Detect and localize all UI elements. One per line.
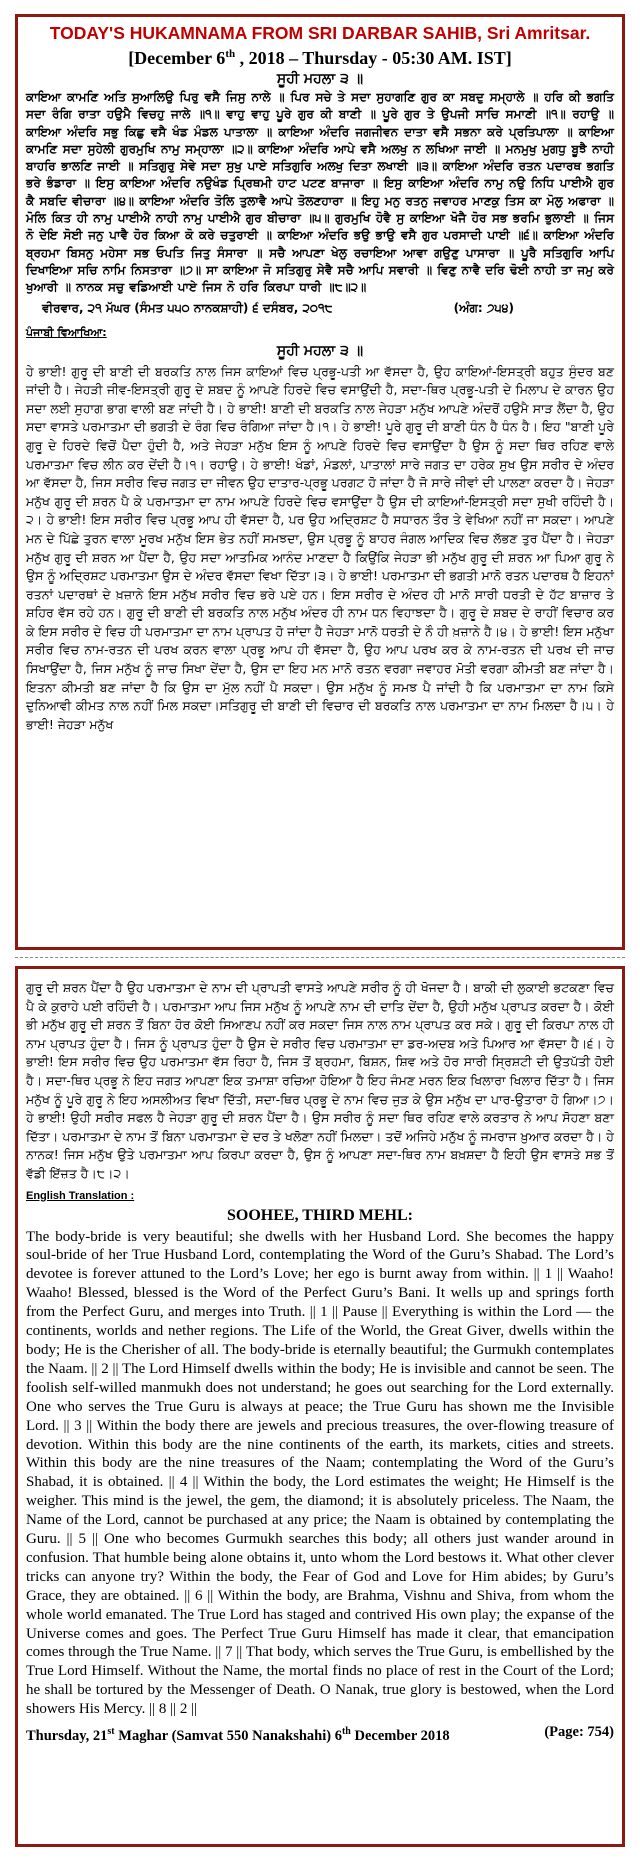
date-line — [26, 43, 614, 69]
english-text: The body-bride is very beautiful; she dwells with her Husband Lord. She becomes the happy soul-bride of her True Husband Lord, contemplating the Word of the Guru’s Shabad. The Lord’s devotee is forever attuned to the Lord’s Love; her ego is burnt away from within. || 1 || Waaho! Waaho! Blessed, blessed is the Word of the Perfect Guru’s Bani. It wells up and springs forth from the Perfect Guru, and merges into Truth. || 1 || Pause || Everything is within the Lord — the continents, worlds and nether regions. The Life of the World, the Great Giver, dwells within the body; He is the Cherisher of all. The body-bride is eternally beautiful; the Gurmukh contemplates the Naam. || 2 || The Lord Himself dwells within the body; He is invisible and cannot be seen. The foolish self-willed manmukh does not understand; he goes out searching for the Lord externally. One who serves the True Guru is always at peace; the True Guru has shown me the Invisible Lord. || 3 || Within the body there are jewels and precious treasures, the over-flowing treasure of devotion. Within this body are the nine continents of the earth, its markets, cities and streets. Within this body are the nine treasures of the Naam; contemplating the Word of the Guru’s Shabad, it is obtained. || 4 || Within the body, the Lord estimates the weight; He Himself is the weigher. This mind is the jewel, the gem, the diamond; it is absolutely priceless. The Naam, the Name of the Lord, cannot be purchased at any price; the Naam is obtained by contemplating the Guru. || 5 || One who becomes Gurmukh searches this body; all others just wander around in confusion. That humble being alone obtains it, unto whom the Lord bestows it. What other clever tricks can anyone try? Within the body, the Fear of God and Love for Him abides; by Guru’s Grace, they are obtained. || 6 || Within the body, are Brahma, Vishnu and Shiva, from whom the whole world emanated. The True Lord has staged and contrived His own play; the expanse of the Universe comes and goes. The Perfect True Guru Himself has made it clear, that emancipation comes through the True Name. || 7 || That body, which serves the True Guru, is embellished by the True Lord Himself. Without the Name, the mortal finds no place of rest in the Court of the Lord; he shall be tortured by the Messenger of Death. O Nanak, true glory is bestowed, when the Lord showers His Mercy. || 8 || 2 || — [26, 1228, 614, 1718]
english-footer-page: (Page: 754) — [544, 1724, 614, 1741]
page-title: TODAY'S HUKAMNAMA FROM SRI DARBAR SAHIB, Sri Amritsar. — [49, 23, 591, 43]
footer-date-sup: st — [107, 1726, 115, 1738]
gurbani-footer-date: ਵੀਰਵਾਰ, ੨੧ ਮੱਘਰ (ਸੰਮਤ ੫੫੦ ਨਾਨਕਸ਼ਾਹੀ) ੬ ਦਸੰਬਰ, ੨੦੧੮ — [42, 300, 333, 315]
explanation-label: ਪੰਜਾਬੀ ਵਿਆਖਿਆ: — [26, 325, 107, 339]
english-label: English Translation : — [26, 1189, 135, 1202]
english-footer-date — [26, 1722, 450, 1746]
footer-date-end: December 2018 — [350, 1727, 450, 1744]
english-heading: SOOHEE, THIRD MEHL: — [227, 1206, 413, 1224]
gurbani-footer-page: (ਅੰਗ: ੭੫੪) — [453, 300, 514, 315]
gurbani-footer — [26, 299, 614, 317]
explanation-heading: ਸੂਹੀ ਮਹਲਾ ੩ ॥ — [276, 342, 364, 359]
explanation-text-part2: ਗੁਰੂ ਦੀ ਸ਼ਰਨ ਪੈਂਦਾ ਹੈ ਉਹ ਪਰਮਾਤਮਾ ਦੇ ਨਾਮ ਦੀ ਪ੍ਰਾਪਤੀ ਵਾਸਤੇ ਆਪਣੇ ਸਰੀਰ ਨੂੰ ਹੀ ਖੋਜਦਾ ਹੈ। ਬਾਕੀ ਦੀ ਲੁਕਾਈ ਭਟਕਣਾ ਵਿਚ ਪੈ ਕੇ ਕੁਰਾਹੇ ਪਈ ਰਹਿੰਦੀ ਹੈ। ਪਰਮਾਤਮਾ ਆਪ ਜਿਸ ਮਨੁੱਖ ਨੂੰ ਆਪਣੇ ਨਾਮ ਦੀ ਦਾਤਿ ਦੇਂਦਾ ਹੈ, ਉਹੀ ਮਨੁੱਖ ਪ੍ਰਾਪਤ ਕਰਦਾ ਹੈ। ਕੋਈ ਭੀ ਮਨੁੱਖ ਗੁਰੂ ਦੀ ਸ਼ਰਨ ਤੋਂ ਬਿਨਾ ਹੋਰ ਕੋਈ ਸਿਆਣਪ ਨਹੀਂ ਕਰ ਸਕਦਾ ਜਿਸ ਨਾਲ ਨਾਮ ਪ੍ਰਾਪਤ ਕਰ ਸਕੇ। ਗੁਰੂ ਦੀ ਕਿਰਪਾ ਨਾਲ ਹੀ ਨਾਮ ਪ੍ਰਾਪਤ ਹੁੰਦਾ ਹੈ। ਜਿਸ ਨੂੰ ਪ੍ਰਾਪਤ ਹੁੰਦਾ ਹੈ ਉਸ ਦੇ ਸਰੀਰ ਵਿਚ ਪਰਮਾਤਮਾ ਦਾ ਡਰ-ਅਦਬ ਅਤੇ ਪਿਆਰ ਆ ਵੱਸਦਾ ਹੈ।੬। ਹੇ ਭਾਈ! ਇਸ ਸਰੀਰ ਵਿਚ ਉਹ ਪਰਮਾਤਮਾ ਵੱਸ ਰਿਹਾ ਹੈ, ਜਿਸ ਤੋਂ ਬ੍ਰਹਮਾ, ਬਿਸ਼ਨ, ਸ਼ਿਵ ਅਤੇ ਹੋਰ ਸਾਰੀ ਸ੍ਰਿਸ਼ਟੀ ਦੀ ਉਤਪੱਤੀ ਹੋਈ ਹੈ। ਸਦਾ-ਥਿਰ ਪ੍ਰਭੂ ਨੇ ਇਹ ਜਗਤ ਆਪਣਾ ਇਕ ਤਮਾਸ਼ਾ ਰਚਿਆ ਹੋਇਆ ਹੈ ਇਹ ਜੰਮਣ ਮਰਨ ਇਕ ਖਿਲਾਰਾ ਖਿਲਾਰ ਦਿੱਤਾ ਹੈ। ਜਿਸ ਮਨੁੱਖ ਨੂੰ ਪੂਰੇ ਗੁਰੂ ਨੇ ਇਹ ਅਸਲੀਅਤ ਵਿਖਾ ਦਿੱਤੀ, ਸਦਾ-ਥਿਰ ਪ੍ਰਭੂ ਦੇ ਨਾਮ ਵਿਚ ਜੁੜ ਕੇ ਉਸ ਮਨੁੱਖ ਦਾ ਪਾਰ-ਉਤਾਰਾ ਹੋ ਗਿਆ।੭। ਹੇ ਭਾਈ! ਉਹੀ ਸਰੀਰ ਸਫਲ ਹੈ ਜੇਹੜਾ ਗੁਰੂ ਦੀ ਸ਼ਰਨ ਪੈਂਦਾ ਹੈ। ਉਸ ਸਰੀਰ ਨੂੰ ਸਦਾ ਥਿਰ ਰਹਿਣ ਵਾਲੇ ਕਰਤਾਰ ਨੇ ਆਪ ਸੋਹਣਾ ਬਣਾ ਦਿੱਤਾ। ਪਰਮਾਤਮਾ ਦੇ ਨਾਮ ਤੋਂ ਬਿਨਾ ਪਰਮਾਤਮਾ ਦੇ ਦਰ ਤੇ ਖਲੋਣਾ ਨਹੀਂ ਮਿਲਦਾ। ਤਦੋਂ ਅਜਿਹੇ ਮਨੁੱਖ ਨੂੰ ਜਮਰਾਜ ਖ਼ੁਆਰ ਕਰਦਾ ਹੈ। ਹੇ ਨਾਨਕ! ਜਿਸ ਮਨੁੱਖ ਉਤੇ ਪਰਮਾਤਮਾ ਆਪ ਕਿਰਪਾ ਕਰਦਾ ਹੈ, ਉਸ ਨੂੰ ਆਪਣਾ ਸਦਾ-ਥਿਰ ਨਾਮ ਬਖ਼ਸ਼ਦਾ ਹੈ ਇਹੀ ਉਸ ਵਾਸਤੇ ਸਭ ਤੋਂ ਵੱਡੀ ਇੱਜ਼ਤ ਹੈ।੮।੨। — [26, 980, 614, 1181]
hukamnama-panel-top — [15, 14, 625, 950]
hukamnama-panel-bottom — [15, 966, 625, 1847]
footer-date-mid: Maghar (Samvat 550 Nanakshahi) 6 — [114, 1727, 342, 1744]
gurbani-text: ਕਾਇਆ ਕਾਮਣਿ ਅਤਿ ਸੁਆਲਿਉ ਪਿਰੁ ਵਸੈ ਜਿਸੁ ਨਾਲੇ ॥ ਪਿਰ ਸਚੇ ਤੇ ਸਦਾ ਸੁਹਾਗਣਿ ਗੁਰ ਕਾ ਸਬਦੁ ਸਮ੍ਹਾਲੇ ॥ ਹਰਿ ਕੀ ਭਗਤਿ ਸਦਾ ਰੰਗਿ ਰਾਤਾ ਹਉਮੈ ਵਿਚਹੁ ਜਾਲੇ ॥੧॥ ਵਾਹੁ ਵਾਹੁ ਪੂਰੇ ਗੁਰ ਕੀ ਬਾਣੀ ॥ ਪੂਰੇ ਗੁਰ ਤੇ ਉਪਜੀ ਸਾਚਿ ਸਮਾਣੀ ॥੧॥ ਰਹਾਉ ॥ ਕਾਇਆ ਅੰਦਰਿ ਸਭੁ ਕਿਛੁ ਵਸੈ ਖੰਡ ਮੰਡਲ ਪਾਤਾਲਾ ॥ ਕਾਇਆ ਅੰਦਰਿ ਜਗਜੀਵਨ ਦਾਤਾ ਵਸੈ ਸਭਨਾ ਕਰੇ ਪ੍ਰਤਿਪਾਲਾ ॥ ਕਾਇਆ ਕਾਮਣਿ ਸਦਾ ਸੁਹੇਲੀ ਗੁਰਮੁਖਿ ਨਾਮੁ ਸਮ੍ਹਾਲਾ ॥੨॥ ਕਾਇਆ ਅੰਦਰਿ ਆਪੇ ਵਸੈ ਅਲਖੁ ਨ ਲਖਿਆ ਜਾਈ ॥ ਮਨਮੁਖੁ ਮੁਗਧੁ ਬੂਝੈ ਨਾਹੀ ਬਾਹਰਿ ਭਾਲਣਿ ਜਾਈ ॥ ਸਤਿਗੁਰੁ ਸੇਵੇ ਸਦਾ ਸੁਖੁ ਪਾਏ ਸਤਿਗੁਰਿ ਅਲਖੁ ਦਿਤਾ ਲਖਾਈ ॥੩॥ ਕਾਇਆ ਅੰਦਰਿ ਰਤਨ ਪਦਾਰਥ ਭਗਤਿ ਭਰੇ ਭੰਡਾਰਾ ॥ ਇਸੁ ਕਾਇਆ ਅੰਦਰਿ ਨਉਖੰਡ ਪ੍ਰਿਥਮੀ ਹਾਟ ਪਟਣ ਬਾਜਾਰਾ ॥ ਇਸੁ ਕਾਇਆ ਅੰਦਰਿ ਨਾਮੁ ਨਉ ਨਿਧਿ ਪਾਈਐ ਗੁਰ ਕੈ ਸਬਦਿ ਵੀਚਾਰਾ ॥੪॥ ਕਾਇਆ ਅੰਦਰਿ ਤੋਲਿ ਤੁਲਾਵੈ ਆਪੇ ਤੋਲਣਹਾਰਾ ॥ ਇਹੁ ਮਨੁ ਰਤਨੁ ਜਵਾਹਰ ਮਾਣਕੁ ਤਿਸ ਕਾ ਮੋਲੁ ਅਫਾਰਾ ॥ ਮੋਲਿ ਕਿਤ ਹੀ ਨਾਮੁ ਪਾਈਐ ਨਾਹੀ ਨਾਮੁ ਪਾਈਐ ਗੁਰ ਬੀਚਾਰਾ ॥੫॥ ਗੁਰਮੁਖਿ ਹੋਵੈ ਸੁ ਕਾਇਆ ਖੋਜੈ ਹੋਰ ਸਭ ਭਰਮਿ ਭੁਲਾਈ ॥ ਜਿਸ ਨੋ ਦੇਇ ਸੋਈ ਜਨੁ ਪਾਵੈ ਹੋਰ ਕਿਆ ਕੋ ਕਰੇ ਚਤੁਰਾਈ ॥ ਕਾਇਆ ਅੰਦਰਿ ਭਉ ਭਾਉ ਵਸੈ ਗੁਰ ਪਰਸਾਦੀ ਪਾਈ ॥੬॥ ਕਾਇਆ ਅੰਦਰਿ ਬ੍ਰਹਮਾ ਬਿਸਨੁ ਮਹੇਸਾ ਸਭ ਓਪਤਿ ਜਿਤੁ ਸੰਸਾਰਾ ॥ ਸਚੈ ਆਪਣਾ ਖੇਲੁ ਰਚਾਇਆ ਆਵਾ ਗਉਣੁ ਪਾਸਾਰਾ ॥ ਪੂਰੈ ਸਤਿਗੁਰਿ ਆਪਿ ਦਿਖਾਇਆ ਸਚਿ ਨਾਮਿ ਨਿਸਤਾਰਾ ॥੭॥ ਸਾ ਕਾਇਆ ਜੋ ਸਤਿਗੁਰੁ ਸੇਵੈ ਸਚੈ ਆਪਿ ਸਵਾਰੀ ॥ ਵਿਣੁ ਨਾਵੈ ਦਰਿ ਢੋਈ ਨਾਹੀ ਤਾ ਜਮੁ ਕਰੇ ਖੁਆਰੀ ॥ ਨਾਨਕ ਸਚੁ ਵਡਿਆਈ ਪਾਏ ਜਿਸ ਨੋ ਹਰਿ ਕਿਰਪਾ ਧਾਰੀ ॥੮॥੨॥ — [26, 90, 614, 295]
english-footer — [26, 1722, 614, 1746]
footer-date-prefix: Thursday, 21 — [26, 1727, 108, 1744]
footer-date-sup2: th — [341, 1726, 351, 1738]
explanation-text-part1: ਹੇ ਭਾਈ! ਗੁਰੂ ਦੀ ਬਾਣੀ ਦੀ ਬਰਕਤਿ ਨਾਲ ਜਿਸ ਕਾਇਆਂ ਵਿਚ ਪ੍ਰਭੂ-ਪਤੀ ਆ ਵੱਸਦਾ ਹੈ, ਉਹ ਕਾਇਆਂ-ਇਸਤ੍ਰੀ ਬਹੁਤ ਸੁੰਦਰ ਬਣ ਜਾਂਦੀ ਹੈ। ਜੇਹੜੀ ਜੀਵ-ਇਸਤ੍ਰੀ ਗੁਰੂ ਦੇ ਸ਼ਬਦ ਨੂੰ ਆਪਣੇ ਹਿਰਦੇ ਵਿਚ ਵਸਾਉਂਦੀ ਹੈ, ਸਦਾ-ਥਿਰ ਪ੍ਰਭੂ-ਪਤੀ ਦੇ ਮਿਲਾਪ ਦੇ ਕਾਰਨ ਉਹ ਸਦਾ ਲਈ ਸੁਹਾਗ ਭਾਗ ਵਾਲੀ ਬਣ ਜਾਂਦੀ ਹੈ। ਹੇ ਭਾਈ! ਬਾਣੀ ਦੀ ਬਰਕਤਿ ਨਾਲ ਜੇਹੜਾ ਮਨੁੱਖ ਆਪਣੇ ਅੰਦਰੋਂ ਹਉਮੈ ਸਾੜ ਲੈਂਦਾ ਹੈ, ਉਹ ਸਦਾ ਵਾਸਤੇ ਪਰਮਾਤਮਾ ਦੀ ਭਗਤੀ ਦੇ ਰੰਗ ਵਿਚ ਰੰਗਿਆ ਜਾਂਦਾ ਹੈ।੧। ਹੇ ਭਾਈ! ਪੂਰੇ ਗੁਰੂ ਦੀ ਬਾਣੀ ਧੰਨ ਹੈ ਧੰਨ ਹੈ। ਇਹ "ਬਾਣੀ ਪੂਰੇ ਗੁਰੂ ਦੇ ਹਿਰਦੇ ਵਿਚੋਂ ਪੈਦਾ ਹੁੰਦੀ ਹੈ, ਅਤੇ ਜੇਹੜਾ ਮਨੁੱਖ ਇਸ ਨੂੰ ਆਪਣੇ ਹਿਰਦੇ ਵਿਚ ਵਸਾਉਂਦਾ ਹੈ ਉਸ ਨੂੰ ਸਦਾ ਥਿਰ ਰਹਿਣ ਵਾਲੇ ਪਰਮਾਤਮਾ ਵਿਚ ਲੀਨ ਕਰ ਦੇਂਦੀ ਹੈ।੧। ਰਹਾਉ। ਹੇ ਭਾਈ! ਖੰਡਾਂ, ਮੰਡਲਾਂ, ਪਾਤਾਲਾਂ ਸਾਰੇ ਜਗਤ ਦਾ ਹਰੇਕ ਸੁਖ ਉਸ ਸਰੀਰ ਦੇ ਅੰਦਰ ਆ ਵੱਸਦਾ ਹੈ, ਜਿਸ ਸਰੀਰ ਵਿਚ ਜਗਤ ਦਾ ਜੀਵਨ ਉਹ ਦਾਤਾਰ-ਪ੍ਰਭੂ ਪਰਗਟ ਹੋ ਜਾਂਦਾ ਹੈ ਜੋ ਸਾਰੇ ਜੀਵਾਂ ਦੀ ਪਾਲਣਾ ਕਰਦਾ ਹੈ। ਜੇਹੜਾ ਮਨੁੱਖ ਗੁਰੂ ਦੀ ਸ਼ਰਨ ਪੈ ਕੇ ਪਰਮਾਤਮਾ ਦਾ ਨਾਮ ਆਪਣੇ ਹਿਰਦੇ ਵਿਚ ਵਸਾਉਂਦਾ ਹੈ ਉਸ ਦੀ ਕਾਇਆਂ-ਇਸਤ੍ਰੀ ਸਦਾ ਸੁਖੀ ਰਹਿੰਦੀ ਹੈ।੨। ਹੇ ਭਾਈ! ਇਸ ਸਰੀਰ ਵਿਚ ਪ੍ਰਭੂ ਆਪ ਹੀ ਵੱਸਦਾ ਹੈ, ਪਰ ਉਹ ਅਦ੍ਰਿਸ਼ਟ ਹੈ ਸਧਾਰਨ ਤੌਰ ਤੇ ਵੇਖਿਆ ਨਹੀਂ ਜਾ ਸਕਦਾ। ਆਪਣੇ ਮਨ ਦੇ ਪਿੱਛੇ ਤੁਰਨ ਵਾਲਾ ਮੂਰਖ ਮਨੁੱਖ ਇਸ ਭੇਤ ਨਹੀਂ ਸਮਝਦਾ, ਉਸ ਪ੍ਰਭੂ ਨੂੰ ਬਾਹਰ ਜੰਗਲ ਆਦਿਕ ਵਿਚ ਲੱਭਣ ਤੁਰ ਪੈਂਦਾ ਹੈ। ਜੇਹੜਾ ਮਨੁੱਖ ਗੁਰੂ ਦੀ ਸ਼ਰਨ ਆ ਪੈਂਦਾ ਹੈ, ਉਹ ਸਦਾ ਆਤਮਿਕ ਆਨੰਦ ਮਾਣਦਾ ਹੈ ਕਿਉਂਕਿ ਜੇਹੜਾ ਭੀ ਮਨੁੱਖ ਗੁਰੂ ਦੀ ਸ਼ਰਨ ਆ ਪਿਆ ਗੁਰੂ ਨੇ ਉਸ ਨੂੰ ਅਦ੍ਰਿਸ਼ਟ ਪਰਮਾਤਮਾ ਉਸ ਦੇ ਅੰਦਰ ਵੱਸਦਾ ਵਿਖਾ ਦਿੱਤਾ।੩। ਹੇ ਭਾਈ! ਪਰਮਾਤਮਾ ਦੀ ਭਗਤੀ ਮਾਨੋ ਰਤਨ ਪਦਾਰਥ ਹੈ ਇਹਨਾਂ ਰਤਨਾਂ ਪਦਾਰਥਾਂ ਦੇ ਖ਼ਜ਼ਾਨੇ ਇਸ ਮਨੁੱਖ ਸਰੀਰ ਵਿਚ ਭਰੇ ਪਏ ਹਨ। ਇਸ ਸਰੀਰ ਦੇ ਅੰਦਰ ਹੀ ਮਾਨੋ ਸਾਰੀ ਧਰਤੀ ਦੇ ਹੱਟ ਬਾਜ਼ਾਰ ਤੇ ਸ਼ਹਿਰ ਵੱਸ ਰਹੇ ਹਨ। ਗੁਰੂ ਦੀ ਬਾਣੀ ਦੀ ਬਰਕਤਿ ਨਾਲ ਮਨੁੱਖ ਅੰਦਰ ਹੀ ਨਾਮ ਧਨ ਵਿਹਾਝਦਾ ਹੈ। ਗੁਰੂ ਦੇ ਸ਼ਬਦ ਦੇ ਰਾਹੀਂ ਵਿਚਾਰ ਕਰ ਕੇ ਇਸ ਸਰੀਰ ਦੇ ਵਿਚ ਹੀ ਪਰਮਾਤਮਾ ਦਾ ਨਾਮ ਪ੍ਰਾਪਤ ਹੋ ਜਾਂਦਾ ਹੈ ਜੇਹੜਾ ਮਾਨੋ ਧਰਤੀ ਦੇ ਨੌ ਹੀ ਖ਼ਜ਼ਾਨੇ ਹੈ।੪। ਹੇ ਭਾਈ! ਇਸ ਮਨੁੱਖਾ ਸਰੀਰ ਵਿਚ ਨਾਮ-ਰਤਨ ਦੀ ਪਰਖ ਕਰਨ ਵਾਲਾ ਪ੍ਰਭੂ ਆਪ ਹੀ ਵੱਸਦਾ ਹੈ, ਉਹ ਆਪ ਪਰਖ ਕਰ ਕੇ ਨਾਮ-ਰਤਨ ਦੀ ਪਰਖ ਦੀ ਜਾਚ ਸਿਖਾਉਂਦਾ ਹੈ, ਜਿਸ ਮਨੁੱਖ ਨੂੰ ਜਾਚ ਸਿਖਾ ਦੇਂਦਾ ਹੈ, ਉਸ ਦਾ ਇਹ ਮਨ ਮਾਨੋ ਰਤਨ ਵਰਗਾ ਜਵਾਹਰ ਮੋਤੀ ਵਰਗਾ ਕੀਮਤੀ ਬਣ ਜਾਂਦਾ ਹੈ। ਇਤਨਾ ਕੀਮਤੀ ਬਣ ਜਾਂਦਾ ਹੈ ਕਿ ਉਸ ਦਾ ਮੁੱਲ ਨਹੀਂ ਪੈ ਸਕਦਾ। ਉਸ ਮਨੁੱਖ ਨੂੰ ਸਮਝ ਪੈ ਜਾਂਦੀ ਹੈ ਕਿ ਪਰਮਾਤਮਾ ਦਾ ਨਾਮ ਕਿਸੇ ਦੁਨਿਆਵੀ ਕੀਮਤ ਨਾਲ ਨਹੀਂ ਮਿਲ ਸਕਦਾ।ਸਤਿਗੁਰੂ ਦੀ ਬਾਣੀ ਦੀ ਵਿਚਾਰ ਦੀ ਬਰਕਤਿ ਨਾਲ ਪਰਮਾਤਮਾ ਦਾ ਨਾਮ ਮਿਲਦਾ ਹੈ।੫। ਹੇ ਭਾਈ! ਜੇਹੜਾ ਮਨੁੱਖ — [26, 363, 614, 732]
date-prefix: [December 6 — [128, 48, 226, 68]
dashed-separator — [15, 957, 625, 958]
date-suffix: th — [225, 48, 236, 60]
gurbani-heading: ਸੂਹੀ ਮਹਲਾ ੩ ॥ — [276, 71, 364, 87]
date-rest: , 2018 – Thursday - 05:30 AM. IST] — [235, 48, 512, 68]
